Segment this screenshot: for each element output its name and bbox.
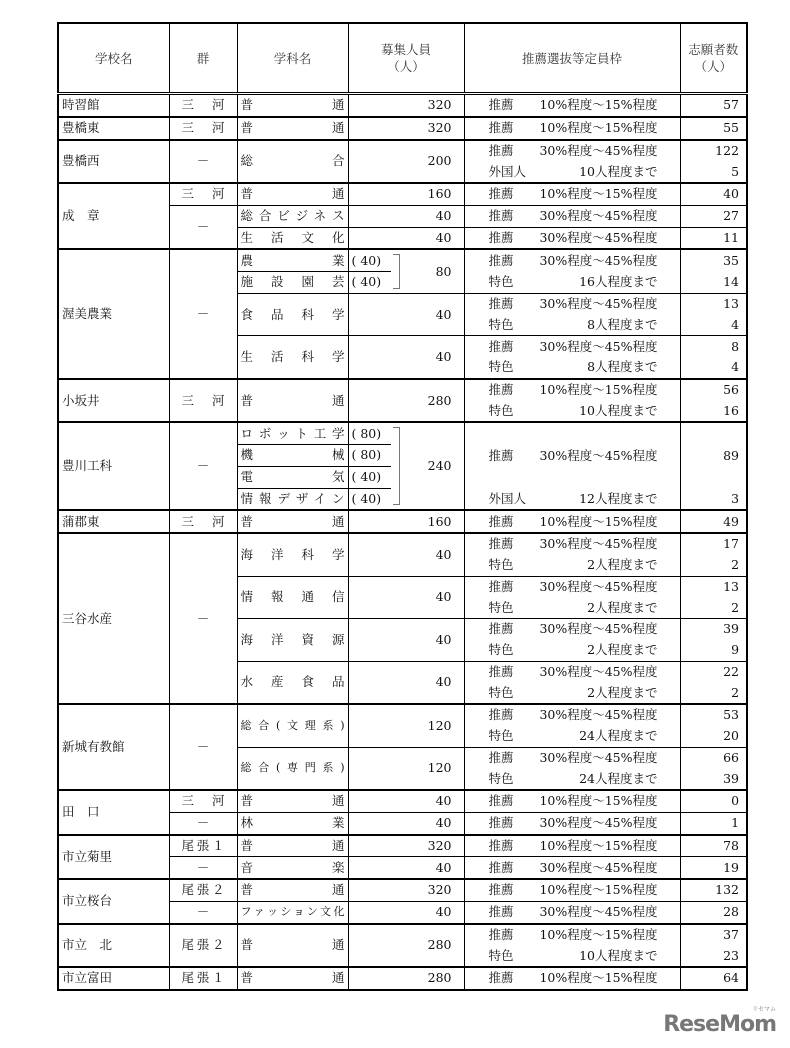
applicants-count: 1 xyxy=(680,812,747,834)
frame-type: 特色 xyxy=(488,557,514,573)
frame-range: 8人程度まで xyxy=(587,359,658,375)
logo-text: ReseMom xyxy=(663,1012,776,1037)
frame-range: 10%程度～15%程度 xyxy=(539,97,658,113)
dept-name: 普通 xyxy=(237,967,348,990)
frame-range: 24人程度まで xyxy=(579,770,658,786)
frame-cell xyxy=(464,576,680,597)
frame-cell xyxy=(464,835,680,857)
applicants-table xyxy=(57,22,748,991)
gun-cell: 尾張２ xyxy=(169,879,237,901)
dept-name: 普通 xyxy=(237,924,348,968)
frame-cell xyxy=(464,901,680,923)
frame-type: 特色 xyxy=(488,599,514,615)
frame-cell xyxy=(464,336,680,357)
bracket-icon xyxy=(393,427,400,505)
frame-cell xyxy=(464,768,680,790)
applicants-count: 16 xyxy=(680,401,747,423)
gun-cell: － xyxy=(169,901,237,923)
applicants-count: 9 xyxy=(680,640,747,661)
frame-type: 推薦 xyxy=(488,296,514,312)
gun-cell: 三 河 xyxy=(169,183,237,205)
applicants-count: 14 xyxy=(680,272,747,294)
header-gun: 群 xyxy=(169,23,237,94)
frame-cell xyxy=(464,747,680,768)
quota-cell: 160 xyxy=(348,510,464,533)
quota-cell: 280 xyxy=(348,379,464,423)
table-row xyxy=(58,249,747,271)
applicants-count: 8 xyxy=(680,336,747,357)
applicants-count: 89 xyxy=(680,422,747,488)
gun-cell: － xyxy=(169,533,237,704)
frame-range: 30%程度～45%程度 xyxy=(539,142,658,158)
frame-range: 30%程度～45%程度 xyxy=(539,536,658,552)
header-applicants-line2: （人） xyxy=(694,59,733,74)
frame-type: 推薦 xyxy=(488,142,514,158)
frame-range: 10%程度～15%程度 xyxy=(539,120,658,136)
quota-cell: 40 xyxy=(348,205,464,227)
frame-range: 30%程度～45%程度 xyxy=(539,447,658,463)
school-name: 渥美農業 xyxy=(58,249,169,379)
gun-cell: － xyxy=(169,704,237,790)
table-row xyxy=(58,140,747,162)
applicants-count: 17 xyxy=(680,533,747,555)
sub-quota: ( 40) xyxy=(348,466,391,488)
table-row xyxy=(58,183,747,205)
dept-name: ロボット工学 xyxy=(237,422,348,444)
frame-type: 外国人 xyxy=(488,490,527,506)
table-row xyxy=(58,879,747,901)
dept-name: 普通 xyxy=(237,510,348,533)
frame-cell xyxy=(464,488,680,510)
quota-cell: 40 xyxy=(348,901,464,923)
frame-type: 推薦 xyxy=(488,447,514,463)
gun-cell: － xyxy=(169,140,237,184)
frame-range: 2人程度まで xyxy=(587,599,658,615)
frame-cell xyxy=(464,945,680,967)
applicants-count: 39 xyxy=(680,619,747,640)
frame-type: 推薦 xyxy=(488,382,514,398)
frame-range: 30%程度～45%程度 xyxy=(539,621,658,637)
school-name: 成 章 xyxy=(58,183,169,249)
frame-range: 30%程度～45%程度 xyxy=(539,815,658,831)
frame-range: 10%程度～15%程度 xyxy=(539,382,658,398)
frame-cell xyxy=(464,857,680,879)
dept-name: 普通 xyxy=(237,117,348,140)
frame-range: 24人程度まで xyxy=(579,728,658,744)
frame-range: 2人程度まで xyxy=(587,642,658,658)
dept-name: 食品科学 xyxy=(237,293,348,336)
frame-range: 10%程度～15%程度 xyxy=(539,926,658,942)
dept-name: 普通 xyxy=(237,879,348,901)
applicants-count: 132 xyxy=(680,879,747,901)
school-name: 新城有教館 xyxy=(58,704,169,790)
dept-name: 生活科学 xyxy=(237,336,348,379)
table-row xyxy=(58,533,747,555)
dept-name: 電気 xyxy=(237,466,348,488)
applicants-count: 4 xyxy=(680,315,747,336)
header-frame: 推薦選抜等定員枠 xyxy=(464,23,680,94)
frame-cell xyxy=(464,140,680,162)
frame-cell xyxy=(464,161,680,183)
quota-cell: 40 xyxy=(348,619,464,662)
frame-type: 推薦 xyxy=(488,793,514,809)
frame-type: 特色 xyxy=(488,947,514,963)
header-applicants xyxy=(680,23,747,94)
frame-type: 推薦 xyxy=(488,663,514,679)
frame-cell xyxy=(464,315,680,336)
header-quota-line2: （人） xyxy=(387,59,425,74)
school-name: 小坂井 xyxy=(58,379,169,423)
header-quota-line1: 募集人員 xyxy=(381,42,432,57)
applicants-count: 22 xyxy=(680,661,747,682)
table-row xyxy=(58,924,747,946)
applicants-count: 2 xyxy=(680,597,747,618)
frame-type: 推薦 xyxy=(488,904,514,920)
applicants-count: 2 xyxy=(680,555,747,576)
table-row xyxy=(58,790,747,812)
quota-cell: 40 xyxy=(348,293,464,336)
frame-type: 推薦 xyxy=(488,252,514,268)
frame-range: 10%程度～15%程度 xyxy=(539,793,658,809)
applicants-count: 40 xyxy=(680,183,747,205)
quota-cell: 280 xyxy=(348,967,464,990)
table-row xyxy=(58,510,747,533)
table-row xyxy=(58,704,747,726)
dept-name: 総合 xyxy=(237,140,348,184)
gun-cell: 三 河 xyxy=(169,790,237,812)
frame-range: 10%程度～15%程度 xyxy=(539,970,658,986)
frame-type: 推薦 xyxy=(488,513,514,529)
dept-name: 農業 xyxy=(237,249,348,271)
dept-name: 情報通信 xyxy=(237,576,348,619)
header-applicants-line1: 志願者数 xyxy=(688,42,739,57)
frame-cell xyxy=(464,510,680,533)
frame-type: 推薦 xyxy=(488,837,514,853)
frame-range: 2人程度まで xyxy=(587,557,658,573)
gun-cell: 三 河 xyxy=(169,94,237,117)
frame-range: 30%程度～45%程度 xyxy=(539,663,658,679)
frame-cell xyxy=(464,704,680,726)
dept-name: 海洋科学 xyxy=(237,533,348,576)
frame-type: 特色 xyxy=(488,642,514,658)
gun-cell: 三 河 xyxy=(169,379,237,423)
applicants-count: 122 xyxy=(680,140,747,162)
frame-range: 10%程度～15%程度 xyxy=(539,186,658,202)
quota-cell: 120 xyxy=(348,747,464,790)
frame-type: 特色 xyxy=(488,728,514,744)
frame-cell xyxy=(464,94,680,117)
frame-range: 10人程度まで xyxy=(579,947,658,963)
frame-cell xyxy=(464,726,680,747)
quota-cell: 40 xyxy=(348,227,464,249)
table-row xyxy=(58,379,747,401)
table-row xyxy=(58,422,747,444)
quota-cell: 120 xyxy=(348,704,464,747)
logo-tagline: リセマム xyxy=(752,1006,776,1013)
applicants-count: 2 xyxy=(680,682,747,704)
frame-cell xyxy=(464,879,680,901)
frame-range: 30%程度～45%程度 xyxy=(539,252,658,268)
applicants-count: 78 xyxy=(680,835,747,857)
dept-name: 普通 xyxy=(237,379,348,423)
applicants-count: 23 xyxy=(680,945,747,967)
gun-cell: 尾張１ xyxy=(169,835,237,857)
dept-name: ファッション文化 xyxy=(237,901,348,923)
frame-type: 特色 xyxy=(488,402,514,418)
school-name: 豊橋東 xyxy=(58,117,169,140)
applicants-count: 20 xyxy=(680,726,747,747)
frame-cell xyxy=(464,183,680,205)
applicants-count: 4 xyxy=(680,357,747,379)
frame-cell xyxy=(464,682,680,704)
frame-range: 30%程度～45%程度 xyxy=(539,578,658,594)
applicants-count: 19 xyxy=(680,857,747,879)
table-row xyxy=(58,835,747,857)
gun-cell: 三 河 xyxy=(169,510,237,533)
quota-cell: 320 xyxy=(348,879,464,901)
frame-type: 推薦 xyxy=(488,707,514,723)
frame-type: 推薦 xyxy=(488,338,514,354)
frame-cell xyxy=(464,117,680,140)
frame-cell xyxy=(464,293,680,314)
frame-cell xyxy=(464,422,680,488)
dept-name: 普通 xyxy=(237,94,348,117)
frame-type: 推薦 xyxy=(488,229,514,245)
quota-cell xyxy=(391,422,464,510)
sub-quota: ( 40) xyxy=(348,249,391,271)
frame-range: 10%程度～15%程度 xyxy=(539,513,658,529)
frame-range: 10%程度～15%程度 xyxy=(539,837,658,853)
school-name: 蒲郡東 xyxy=(58,510,169,533)
dept-name: 機械 xyxy=(237,445,348,467)
header-dept: 学科名 xyxy=(237,23,348,94)
frame-cell xyxy=(464,227,680,249)
frame-type: 推薦 xyxy=(488,578,514,594)
frame-cell xyxy=(464,812,680,834)
table-row xyxy=(58,117,747,140)
school-name: 市立富田 xyxy=(58,967,169,990)
frame-range: 10人程度まで xyxy=(579,402,658,418)
frame-type: 特色 xyxy=(488,770,514,786)
table-body xyxy=(58,94,747,990)
quota-value: 240 xyxy=(427,458,452,474)
frame-type: 推薦 xyxy=(488,208,514,224)
applicants-count: 56 xyxy=(680,379,747,401)
dept-name: 情報デザイン xyxy=(237,488,348,510)
quota-cell: 40 xyxy=(348,790,464,812)
quota-cell: 320 xyxy=(348,835,464,857)
applicants-count: 35 xyxy=(680,249,747,271)
gun-cell: － xyxy=(169,422,237,510)
header-row xyxy=(58,23,747,94)
dept-name: 音楽 xyxy=(237,857,348,879)
dept-name: 水産食品 xyxy=(237,661,348,704)
frame-type: 推薦 xyxy=(488,749,514,765)
frame-cell xyxy=(464,555,680,576)
applicants-count: 49 xyxy=(680,510,747,533)
applicants-count: 66 xyxy=(680,747,747,768)
school-name: 豊川工科 xyxy=(58,422,169,510)
frame-type: 推薦 xyxy=(488,186,514,202)
sub-quota: ( 40) xyxy=(348,272,391,294)
frame-type: 推薦 xyxy=(488,815,514,831)
applicants-count: 13 xyxy=(680,293,747,314)
header-school: 学校名 xyxy=(58,23,169,94)
frame-range: 10人程度まで xyxy=(579,163,658,179)
dept-name: 生活文化 xyxy=(237,227,348,249)
frame-cell xyxy=(464,357,680,379)
frame-range: 8人程度まで xyxy=(587,316,658,332)
dept-name: 施設園芸 xyxy=(237,272,348,294)
quota-cell: 40 xyxy=(348,576,464,619)
frame-range: 12人程度まで xyxy=(579,490,658,506)
frame-cell xyxy=(464,272,680,294)
frame-type: 特色 xyxy=(488,359,514,375)
school-name: 三谷水産 xyxy=(58,533,169,704)
quota-cell: 320 xyxy=(348,94,464,117)
gun-cell: 尾張２ xyxy=(169,924,237,968)
frame-type: 推薦 xyxy=(488,882,514,898)
frame-range: 30%程度～45%程度 xyxy=(539,749,658,765)
sub-quota: ( 40) xyxy=(348,488,391,510)
frame-type: 特色 xyxy=(488,316,514,332)
quota-cell: 40 xyxy=(348,533,464,576)
frame-type: 特色 xyxy=(488,684,514,700)
gun-cell: － xyxy=(169,857,237,879)
quota-cell: 160 xyxy=(348,183,464,205)
frame-range: 30%程度～45%程度 xyxy=(539,208,658,224)
header-quota xyxy=(348,23,464,94)
resemom-logo xyxy=(663,1006,776,1037)
frame-cell xyxy=(464,533,680,555)
bracket-icon xyxy=(393,254,400,289)
dept-name: 総合(文理系) xyxy=(237,704,348,747)
sub-quota: ( 80) xyxy=(348,422,391,444)
frame-range: 16人程度まで xyxy=(579,274,658,290)
quota-value: 80 xyxy=(435,263,452,279)
dept-name: 普通 xyxy=(237,790,348,812)
sub-quota: ( 80) xyxy=(348,445,391,467)
frame-cell xyxy=(464,640,680,661)
applicants-count: 55 xyxy=(680,117,747,140)
frame-type: 特色 xyxy=(488,274,514,290)
quota-cell: 200 xyxy=(348,140,464,184)
gun-cell: － xyxy=(169,249,237,379)
quota-cell: 280 xyxy=(348,924,464,968)
quota-cell: 40 xyxy=(348,336,464,379)
frame-type: 推薦 xyxy=(488,120,514,136)
dept-name: 海洋資源 xyxy=(237,619,348,662)
school-name: 時習館 xyxy=(58,94,169,117)
frame-cell xyxy=(464,597,680,618)
applicants-count: 39 xyxy=(680,768,747,790)
frame-cell xyxy=(464,205,680,227)
applicants-count: 28 xyxy=(680,901,747,923)
frame-range: 10%程度～15%程度 xyxy=(539,882,658,898)
dept-name: 総合(専門系) xyxy=(237,747,348,790)
applicants-count: 64 xyxy=(680,967,747,990)
applicants-count: 57 xyxy=(680,94,747,117)
frame-cell xyxy=(464,924,680,946)
dept-name: 普通 xyxy=(237,183,348,205)
school-name: 田 口 xyxy=(58,790,169,835)
frame-cell xyxy=(464,249,680,271)
gun-cell: 尾張１ xyxy=(169,967,237,990)
frame-range: 30%程度～45%程度 xyxy=(539,904,658,920)
applicants-count: 0 xyxy=(680,790,747,812)
dept-name: 普通 xyxy=(237,835,348,857)
school-name: 市立桜台 xyxy=(58,879,169,924)
gun-cell: － xyxy=(169,812,237,834)
quota-cell: 40 xyxy=(348,661,464,704)
quota-cell: 320 xyxy=(348,117,464,140)
frame-cell xyxy=(464,967,680,990)
table-row xyxy=(58,967,747,990)
applicants-count: 37 xyxy=(680,924,747,946)
school-name: 豊橋西 xyxy=(58,140,169,184)
frame-type: 推薦 xyxy=(488,621,514,637)
frame-type: 外国人 xyxy=(488,163,527,179)
table-row xyxy=(58,94,747,117)
frame-type: 推薦 xyxy=(488,859,514,875)
applicants-count: 53 xyxy=(680,704,747,726)
applicants-count: 5 xyxy=(680,161,747,183)
frame-cell xyxy=(464,619,680,640)
frame-range: 2人程度まで xyxy=(587,684,658,700)
quota-cell xyxy=(391,249,464,293)
frame-range: 30%程度～45%程度 xyxy=(539,707,658,723)
frame-range: 30%程度～45%程度 xyxy=(539,296,658,312)
frame-range: 30%程度～45%程度 xyxy=(539,338,658,354)
quota-cell: 40 xyxy=(348,857,464,879)
frame-type: 推薦 xyxy=(488,536,514,552)
frame-cell xyxy=(464,379,680,401)
applicants-count: 13 xyxy=(680,576,747,597)
frame-type: 推薦 xyxy=(488,926,514,942)
quota-cell: 40 xyxy=(348,812,464,834)
gun-cell: 三 河 xyxy=(169,117,237,140)
frame-cell xyxy=(464,790,680,812)
frame-cell xyxy=(464,401,680,423)
frame-range: 30%程度～45%程度 xyxy=(539,859,658,875)
frame-range: 30%程度～45%程度 xyxy=(539,229,658,245)
applicants-count: 3 xyxy=(680,488,747,510)
dept-name: 林業 xyxy=(237,812,348,834)
applicants-count: 27 xyxy=(680,205,747,227)
school-name: 市立菊里 xyxy=(58,835,169,880)
frame-type: 推薦 xyxy=(488,97,514,113)
dept-name: 総合ビジネス xyxy=(237,205,348,227)
frame-cell xyxy=(464,661,680,682)
school-name: 市立 北 xyxy=(58,924,169,968)
gun-cell: － xyxy=(169,205,237,249)
applicants-count: 11 xyxy=(680,227,747,249)
frame-type: 推薦 xyxy=(488,970,514,986)
